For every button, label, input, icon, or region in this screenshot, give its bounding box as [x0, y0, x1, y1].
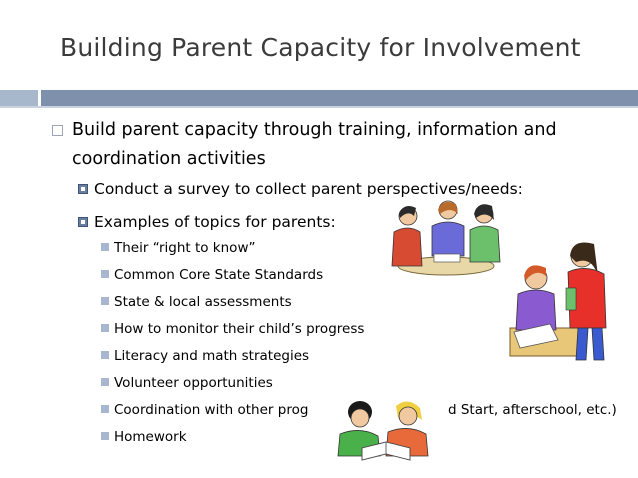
sub-bullet-marker: [78, 217, 88, 227]
topic-item: Homework: [114, 429, 187, 445]
slide-title: Building Parent Capacity for Involvement: [60, 33, 581, 62]
topic-item: Their “right to know”: [114, 240, 256, 256]
topic-bullet-marker: [101, 351, 109, 359]
topic-bullet-marker: [101, 405, 109, 413]
sub-bullet-survey: Conduct a survey to collect parent perspectives/needs:: [94, 180, 523, 198]
children-reading-clipart: [326, 396, 446, 464]
parents-meeting-clipart: [386, 196, 510, 276]
topic-item: Literacy and math strategies: [114, 348, 310, 364]
title-accent-bar-light: [0, 90, 38, 106]
topic-bullet-marker: [101, 378, 109, 386]
topic-item: How to monitor their child’s progress: [114, 321, 365, 337]
topic-item-tail: d Start, afterschool, etc.): [448, 402, 617, 418]
title-accent-bar: [41, 90, 638, 106]
main-bullet-line2: coordination activities: [72, 149, 266, 169]
topic-item: Coordination with other prog: [114, 402, 309, 418]
topic-bullet-marker: [101, 432, 109, 440]
bullet-square-outline: [52, 125, 63, 136]
topic-item: Common Core State Standards: [114, 267, 324, 283]
topic-bullet-marker: [101, 297, 109, 305]
title-accent-bar-edge: [0, 106, 638, 108]
topic-item: State & local assessments: [114, 294, 292, 310]
sub-bullet-marker: [78, 184, 88, 194]
topic-item: Volunteer opportunities: [114, 375, 273, 391]
topic-bullet-marker: [101, 243, 109, 251]
main-bullet-line1: Build parent capacity through training, information and: [72, 120, 557, 140]
topic-bullet-marker: [101, 324, 109, 332]
tutoring-clipart: [506, 236, 616, 364]
topic-bullet-marker: [101, 270, 109, 278]
sub-bullet-topics: Examples of topics for parents:: [94, 213, 336, 231]
